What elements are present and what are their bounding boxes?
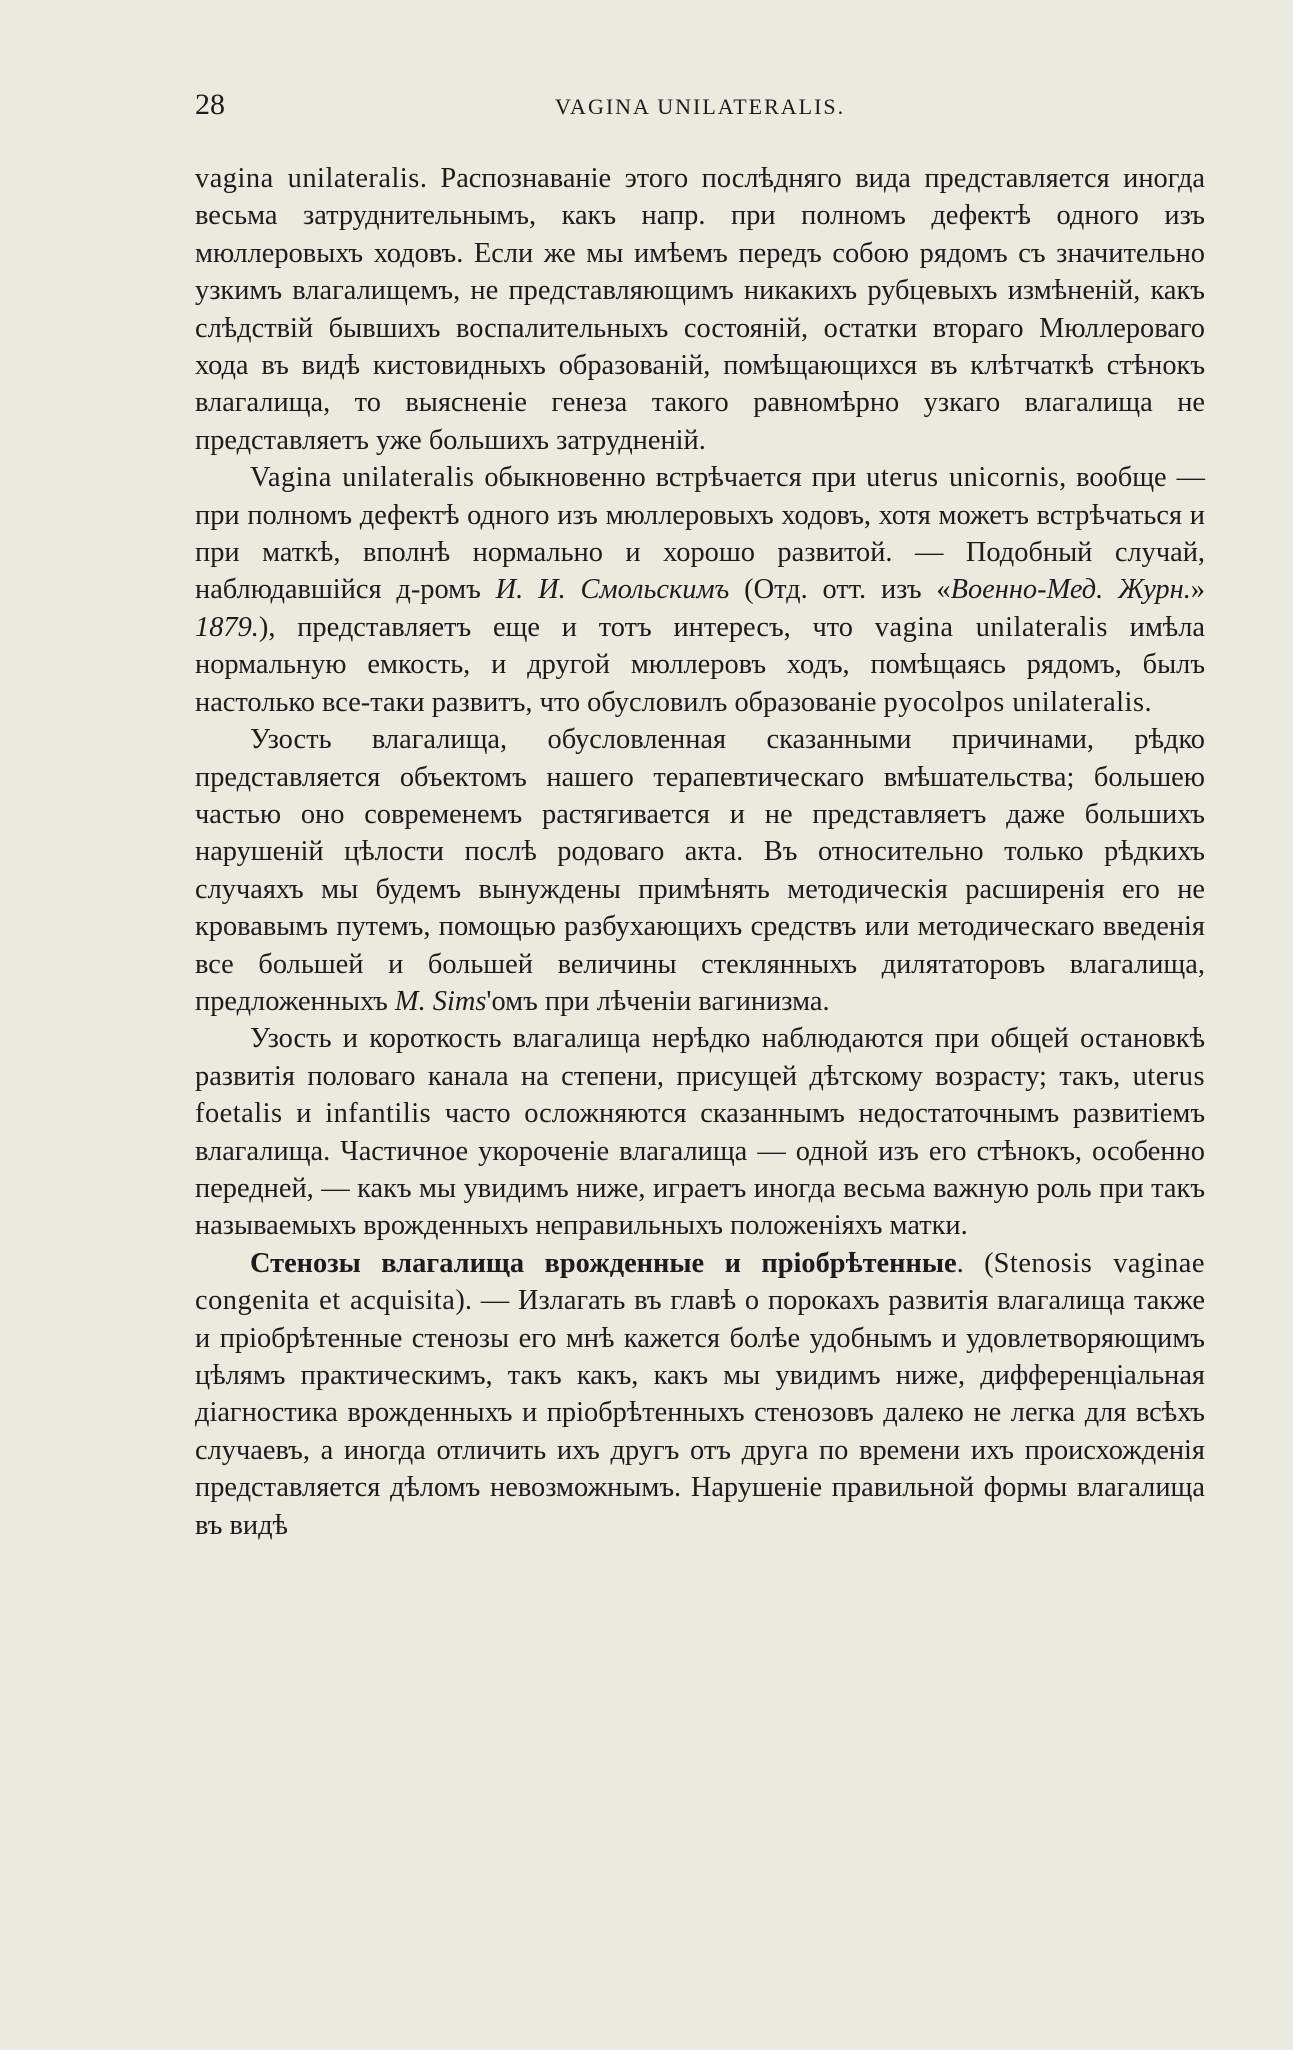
latin-term: uterus unicornis <box>866 462 1060 494</box>
paragraph <box>195 1020 1205 1244</box>
paragraph <box>195 721 1205 1020</box>
page-number: 28 <box>195 88 225 121</box>
italic-citation: 1879. <box>195 611 259 643</box>
body-text <box>195 160 1205 1544</box>
text-run: , вообще — при полномъ дефектѣ одного изъ мюллеровыхъ ходовъ, хотя можетъ встрѣчаться и при маткѣ, вполнѣ нормально и хорошо развитой. — Подобный случай, наблюдавшійся д-ромъ <box>195 462 1205 606</box>
italic-citation: И. И. Смольскимъ <box>495 574 730 606</box>
text-run: 'омъ при лѣченіи вагинизма. <box>486 985 830 1017</box>
text-run: обыкновенно встрѣчается при <box>474 462 867 494</box>
text-run: . <box>1144 686 1152 718</box>
text-run: часто осложняются сказаннымъ недостаточнымъ развитіемъ влагалища. Частичное укороченіе влагалища — одной изъ его стѣнокъ, особенно передней, — какъ мы увидимъ ниже, играетъ иногда весьма важную роль при такъ называемыхъ врожденныхъ неправильныхъ положеніяхъ матки. <box>195 1098 1205 1242</box>
paragraph <box>195 1245 1205 1544</box>
italic-citation: M. Sims <box>394 985 487 1017</box>
latin-term: uterus foetalis <box>195 1060 1205 1130</box>
latin-term: pyocolpos unilateralis <box>883 686 1145 718</box>
text-run: (Отд. отт. изъ « <box>729 574 951 606</box>
paragraph <box>195 459 1205 721</box>
latin-term: Vagina unilateralis <box>250 462 475 494</box>
page-header <box>195 88 1205 128</box>
text-run: имѣла нормальную емкость, и другой мюллеровъ ходъ, помѣщаясь рядомъ, былъ настолько все-таки развитъ, что обусловилъ образованіе <box>195 611 1205 718</box>
text-run: ). — Излагать въ главѣ о порокахъ развитія влагалища также и пріобрѣтенные стенозы его мнѣ кажется болѣе удобнымъ и удовлетворяющимъ цѣлямъ практическимъ, такъ какъ, какъ мы увидимъ ниже, дифференціальная діагностика врожденныхъ и пріобрѣтенныхъ стенозовъ далеко не легка для всѣхъ случаевъ, а иногда отличить ихъ другъ отъ друга по времени ихъ происхожденія представляется дѣломъ невозможнымъ. Нарушеніе правильной формы влагалища въ видѣ <box>195 1285 1205 1541</box>
text-run: Узость и короткость влагалища нерѣдко наблюдаются при общей остановкѣ развитія половаго канала на степени, присущей дѣтскому возрасту; такъ, <box>195 1023 1205 1092</box>
text-run: Узость влагалища, обусловленная сказанными причинами, рѣдко представляется объектомъ нашего терапевтическаго вмѣшательства; большею частью оно современемъ растягивается и не представляетъ даже большихъ нарушеній цѣлости послѣ родоваго акта. Въ относительно только рѣдкихъ случаяхъ мы будемъ вынуждены примѣнять методическія расширенія его не кровавымъ путемъ, помощью разбухающихъ средствъ или методическаго введенія все большей и большей величины стеклянныхъ дилятаторовъ влагалища, предложенныхъ <box>195 724 1205 1017</box>
latin-term: vagina unilateralis <box>874 611 1108 643</box>
text-run: и <box>282 1098 326 1130</box>
latin-term: infantilis <box>325 1098 432 1130</box>
bold-heading: Стенозы влагалища врожденные и пріобрѣтенные <box>250 1247 957 1279</box>
text-run: . Распознаваніе этого послѣдняго вида представляется иногда весьма затруднительнымъ, какъ напр. при полномъ дефектѣ одного изъ мюллеровыхъ ходовъ. Если же мы имѣемъ передъ собою рядомъ съ значительно узкимъ влагалищемъ, не представляющимъ никакихъ рубцевыхъ измѣненій, какъ слѣдствій бывшихъ воспалительныхъ состояній, остатки втораго Мюллероваго хода въ видѣ кистовидныхъ образованій, помѣщающихся въ клѣтчаткѣ стѣнокъ влагалища, то выясненіе генеза такого равномѣрно узкаго влагалища не представляетъ уже большихъ затрудненій. <box>195 163 1205 456</box>
italic-citation: Военно-Мед. Журн. <box>950 574 1191 606</box>
text-run: . ( <box>956 1247 994 1279</box>
text-run: ), представляетъ еще и тотъ интересъ, что <box>258 611 875 643</box>
running-title: VAGINA UNILATERALIS. <box>555 94 846 119</box>
paragraph <box>195 160 1205 459</box>
text-run: » <box>1190 574 1205 606</box>
latin-term: vagina unilateralis <box>195 163 420 194</box>
latin-term: Stenosis vaginae congenita et acquisita <box>195 1247 1205 1317</box>
